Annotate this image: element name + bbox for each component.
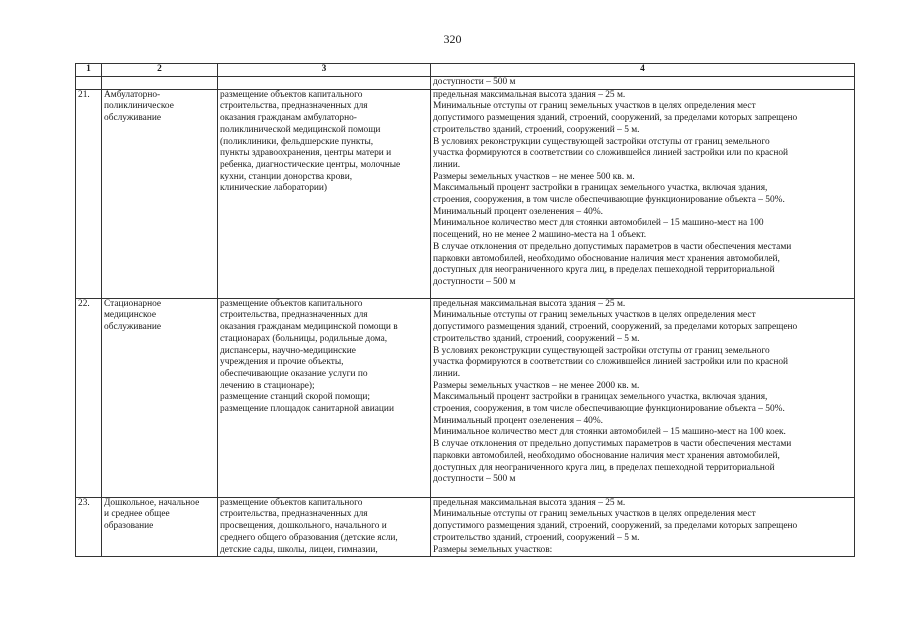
cell-line: линии. (433, 159, 461, 170)
cell-line: размещение объектов капитального (220, 497, 363, 508)
table-row (76, 497, 855, 557)
cell-line: строительство зданий, строений, сооружений – 5 м. (433, 532, 640, 543)
cell-line: лечению в стационаре); (220, 380, 315, 391)
cell-line: медицинское (104, 310, 157, 321)
cell-line: поликлинической медицинской помощи (220, 124, 381, 135)
cell-line: оказания гражданам амбулаторно- (220, 113, 357, 124)
cell-line: Стационарное (104, 298, 162, 309)
cell-line: В случае отклонения от предельно допустимых параметров в части обеспечения местами (433, 241, 792, 252)
cell-line: Минимальное количество мест для стоянки автомобилей – 15 машино-мест на 100 (433, 218, 764, 229)
cell-line: ребенка, диагностические центры, молочные (220, 159, 401, 170)
row-number: 23. (76, 497, 102, 557)
cell-line: Максимальный процент застройки в границах земельного участка, включая здания, (433, 392, 768, 403)
continuation-row (76, 77, 855, 90)
cell-line: Максимальный процент застройки в границах земельного участка, включая здания, (433, 183, 768, 194)
cell-line: оказания гражданам медицинской помощи в (220, 322, 398, 333)
cell-line: Минимальные отступы от границ земельных участков в целях определения мест (433, 310, 756, 321)
header-col-4: 4 (431, 64, 855, 77)
cell-line: поликлиническое (104, 101, 174, 112)
cell-line: Минимальное количество мест для стоянки автомобилей – 15 машино-мест на 100 коек. (433, 427, 786, 438)
cell-line: В условиях реконструкции существующей застройки отступы от границ земельного (433, 345, 770, 356)
cell-line: линии. (433, 368, 461, 379)
cell-line: пункты здравоохранения, центры матери и (220, 148, 392, 159)
land-use-parameters (431, 89, 855, 298)
cell-line: допустимого размещения зданий, строений, сооружений, за пределами которых запрещено (433, 113, 798, 124)
cell-line: посещений, но не менее 2 машино-места на 1 объект. (433, 230, 647, 241)
cell-line: строительство зданий, строений, сооружений – 5 м. (433, 124, 640, 135)
cell-line: строительства, предназначенных для (220, 101, 368, 112)
cell-line: учреждения и прочие объекты, (220, 357, 344, 368)
cell-line: Минимальные отступы от границ земельных участков в целях определения мест (433, 101, 756, 112)
cell-line: допустимого размещения зданий, строений, сооружений, за пределами которых запрещено (433, 521, 798, 532)
cell-line: среднего общего образования (детские ясли, (220, 532, 398, 543)
header-row (76, 64, 855, 77)
cell-line: допустимого размещения зданий, строений, сооружений, за пределами которых запрещено (433, 322, 798, 333)
cell-line: доступности – 500 м (433, 77, 516, 87)
header-col-1: 1 (76, 64, 102, 77)
cell-line: диспансеры, научно-медицинские (220, 345, 356, 356)
cell-line: Минимальные отступы от границ земельных участков в целях определения мест (433, 509, 756, 520)
cell-line: строительства, предназначенных для (220, 509, 368, 520)
cell-line: детские сады, школы, лицеи, гимназии, (220, 544, 378, 555)
cell-line: обслуживание (104, 322, 162, 333)
table-row (76, 298, 855, 497)
cell-line: размещение площадок санитарной авиации (220, 404, 394, 415)
continuation-col-4 (431, 77, 855, 90)
cell-line: Минимальный процент озеленения – 40%. (433, 415, 603, 426)
cell-line: (поликлиники, фельдшерские пункты, (220, 136, 374, 147)
cell-line: парковки автомобилей, необходимо обоснование наличия мест хранения автомобилей, (433, 450, 780, 461)
cell-line: Дошкольное, начальное (104, 497, 200, 508)
cell-line: Амбулаторно- (104, 89, 161, 100)
land-use-name (102, 89, 218, 298)
cell-line: строительство зданий, строений, сооружений – 5 м. (433, 333, 640, 344)
cell-line: участка формируются в соответствии со сложившейся линией застройки или по красной (433, 148, 789, 159)
land-use-description (218, 298, 431, 497)
cell-line: Размеры земельных участков: (433, 544, 553, 555)
continuation-col-3 (218, 77, 431, 90)
cell-line: образование (104, 521, 154, 532)
cell-line: Минимальный процент озеленения – 40%. (433, 206, 603, 217)
page-number: 320 (443, 32, 462, 46)
continuation-col-2 (102, 77, 218, 90)
table-row (76, 89, 855, 298)
cell-line: доступности – 500 м (433, 474, 516, 485)
land-use-parameters (431, 497, 855, 557)
cell-line: доступных для неограниченного круга лиц, в пределах пешеходной территориальной (433, 462, 775, 473)
cell-line: и среднее общее (104, 509, 170, 520)
cell-line: строения, сооружения, в том числе обеспечивающие функционирование объекта – 50%. (433, 195, 785, 206)
continuation-col-1 (76, 77, 102, 90)
cell-line: размещение объектов капитального (220, 89, 363, 100)
cell-line: размещение объектов капитального (220, 298, 363, 309)
cell-line: предельная максимальная высота здания – 25 м. (433, 497, 626, 508)
cell-line: строительства, предназначенных для (220, 310, 368, 321)
cell-line: клинические лаборатории) (220, 183, 328, 194)
row-number: 22. (76, 298, 102, 497)
cell-line: обслуживание (104, 113, 162, 124)
cell-line: Размеры земельных участков – не менее 2000 кв. м. (433, 380, 640, 391)
cell-line: предельная максимальная высота здания – 25 м. (433, 298, 626, 309)
cell-line: кухни, станции донорства крови, (220, 171, 353, 182)
cell-line: В случае отклонения от предельно допустимых параметров в части обеспечения местами (433, 439, 792, 450)
cell-line: предельная максимальная высота здания – 25 м. (433, 89, 626, 100)
land-use-name (102, 298, 218, 497)
row-number: 21. (76, 89, 102, 298)
cell-line: участка формируются в соответствии со сложившейся линией застройки или по красной (433, 357, 789, 368)
cell-line: размещение станций скорой помощи; (220, 392, 371, 403)
land-use-description (218, 89, 431, 298)
cell-line: обеспечивающие оказание услуги по (220, 368, 368, 379)
cell-line: стационарах (больницы, родильные дома, (220, 333, 388, 344)
cell-line: Размеры земельных участков – не менее 500 кв. м. (433, 171, 635, 182)
land-use-description (218, 497, 431, 557)
land-use-table (75, 63, 855, 557)
cell-line: парковки автомобилей, необходимо обоснование наличия мест хранения автомобилей, (433, 253, 780, 264)
cell-line: строения, сооружения, в том числе обеспечивающие функционирование объекта – 50%. (433, 404, 785, 415)
cell-line: доступных для неограниченного круга лиц, в пределах пешеходной территориальной (433, 265, 775, 276)
cell-line: В условиях реконструкции существующей застройки отступы от границ земельного (433, 136, 770, 147)
land-use-name (102, 497, 218, 557)
header-col-2: 2 (102, 64, 218, 77)
cell-line: доступности – 500 м (433, 276, 516, 287)
land-use-parameters (431, 298, 855, 497)
cell-line: просвещения, дошкольного, начального и (220, 521, 387, 532)
header-col-3: 3 (218, 64, 431, 77)
